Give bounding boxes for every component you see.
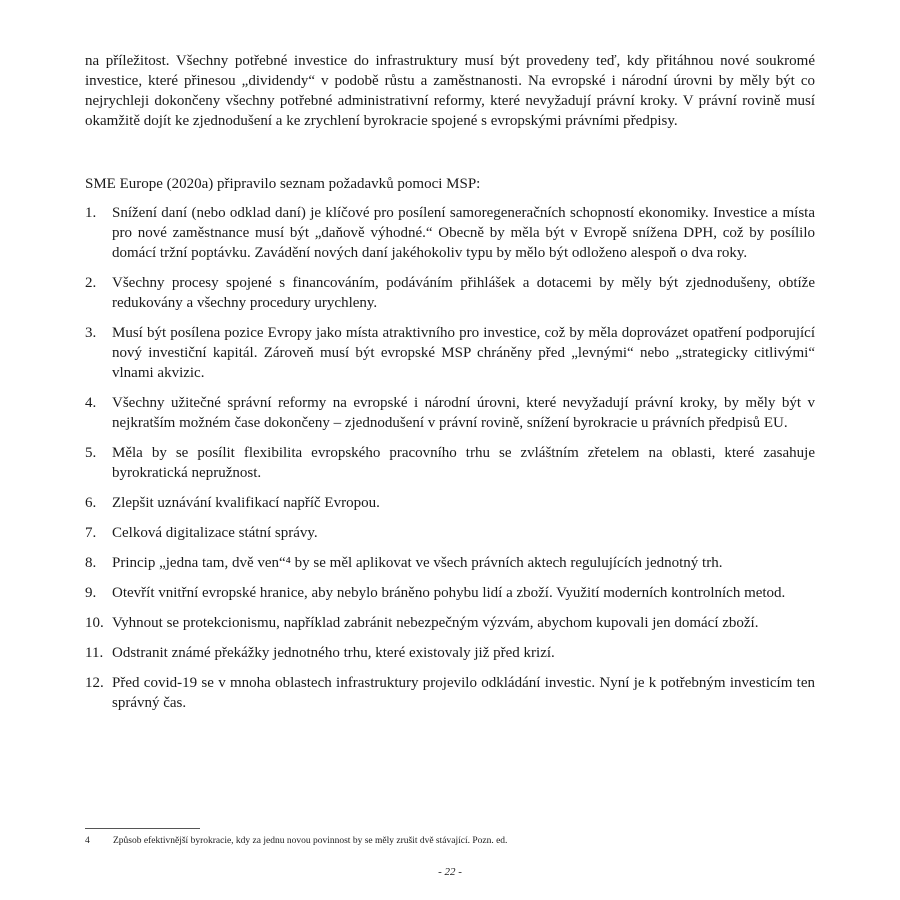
list-item-number: 7. xyxy=(85,525,97,541)
list-item-text: Otevřít vnitřní evropské hranice, aby nebylo bráněno pohybu lidí a zboží. Využití moderních kontrolních metod. xyxy=(112,585,786,601)
list-item-text: Vyhnout se protekcionismu, například zabránit nebezpečným výzvám, abychom kupovali jen domácí zboží. xyxy=(112,615,759,631)
list-item-number: 3. xyxy=(85,325,97,341)
list-item-number: 6. xyxy=(85,495,97,511)
list-item-number: 5. xyxy=(85,445,97,461)
list-item xyxy=(85,553,815,573)
list-item-text: Všechny procesy spojené s financováním, podáváním přihlášek a dotacemi by měly být zjednodušeny, obtíže redukovány a všechny procedury urychleny. xyxy=(112,275,815,311)
list-item-number: 4. xyxy=(85,395,97,411)
list-item xyxy=(85,273,815,313)
lead-paragraph: SME Europe (2020a) připravilo seznam požadavků pomoci MSP: xyxy=(85,176,481,192)
list-item xyxy=(85,613,815,633)
intro-paragraph: na příležitost. Všechny potřebné investice do infrastruktury musí být provedeny teď, kdy přitáhnou nové soukromé investice, které přinesou „dividendy“ v podobě růstu a zaměstnanosti. Na evropské i národní úrovni by měly být co nejrychleji dokončeny všechny potřebné administrativní reformy, které nevyžadují právní kroky. V právní rovině musí okamžitě dojít ke zjednodušení a ke zrychlení byrokracie spojené s evropskými právními předpisy. xyxy=(85,53,815,129)
footnote-text: Způsob efektivnější byrokracie, kdy za jednu novou povinnost by se měly zrušit dvě stávající. Pozn. ed. xyxy=(113,836,508,846)
list-item-text: Celková digitalizace státní správy. xyxy=(112,525,318,541)
list-item xyxy=(85,323,815,383)
list-item xyxy=(85,583,815,603)
list-item-text: Měla by se posílit flexibilita evropského pracovního trhu se zvláštním zřetelem na oblasti, které zasahuje byrokratická nepružnost. xyxy=(112,445,815,481)
list-item-number: 10. xyxy=(85,615,104,631)
list-item xyxy=(85,673,815,713)
list-item-text: Princip „jedna tam, dvě ven“⁴ by se měl aplikovat ve všech právních aktech regulujících jednotný trh. xyxy=(112,555,723,571)
list-item-number: 2. xyxy=(85,275,97,291)
list-item-text: Všechny užitečné správní reformy na evropské i národní úrovni, které nevyžadují právní kroky, by měly být v nejkratším možném čase dokončeny – zjednodušení v právní rovině, snížení byrokracie u právních předpisů EU. xyxy=(112,395,815,431)
list-item-text: Odstranit známé překážky jednotného trhu, které existovaly již před krizí. xyxy=(112,645,555,661)
list-item xyxy=(85,643,815,663)
list-item-number: 12. xyxy=(85,675,104,691)
list-item xyxy=(85,443,815,483)
requirements-list xyxy=(85,203,815,723)
list-item-number: 9. xyxy=(85,585,97,601)
list-item-number: 8. xyxy=(85,555,97,571)
list-item-text: Musí být posílena pozice Evropy jako místa atraktivního pro investice, což by měla doprovázet opatření podporující nový investiční kapitál. Zároveň musí být evropské MSP chráněny před „levnými“ nebo „strategicky citlivými“ vlnami akvizic. xyxy=(112,325,815,381)
footnote xyxy=(85,835,815,848)
list-item xyxy=(85,203,815,263)
page-number: - 22 - xyxy=(438,866,462,878)
footnote-number: 4 xyxy=(85,836,90,846)
list-item-text: Před covid-19 se v mnoha oblastech infrastruktury projevilo odkládání investic. Nyní je k potřebným investicím ten správný čas. xyxy=(112,675,815,711)
list-item xyxy=(85,523,815,543)
list-item xyxy=(85,393,815,433)
list-item xyxy=(85,493,815,513)
list-item-number: 1. xyxy=(85,205,97,221)
footnote-divider xyxy=(85,828,200,829)
list-item-text: Snížení daní (nebo odklad daní) je klíčové pro posílení samoregeneračních schopností ekonomiky. Investice a místa pro nové zaměstnance musí být „daňově výhodné.“ Obecně by měla být v Evropě snížena DPH, což by posílilo domácí tržní poptávku. Zavádění nových daní jakéhokoliv typu by mělo být odloženo alespoň o dva roky. xyxy=(112,205,815,261)
list-item-text: Zlepšit uznávání kvalifikací napříč Evropou. xyxy=(112,495,380,511)
list-item-number: 11. xyxy=(85,645,104,661)
